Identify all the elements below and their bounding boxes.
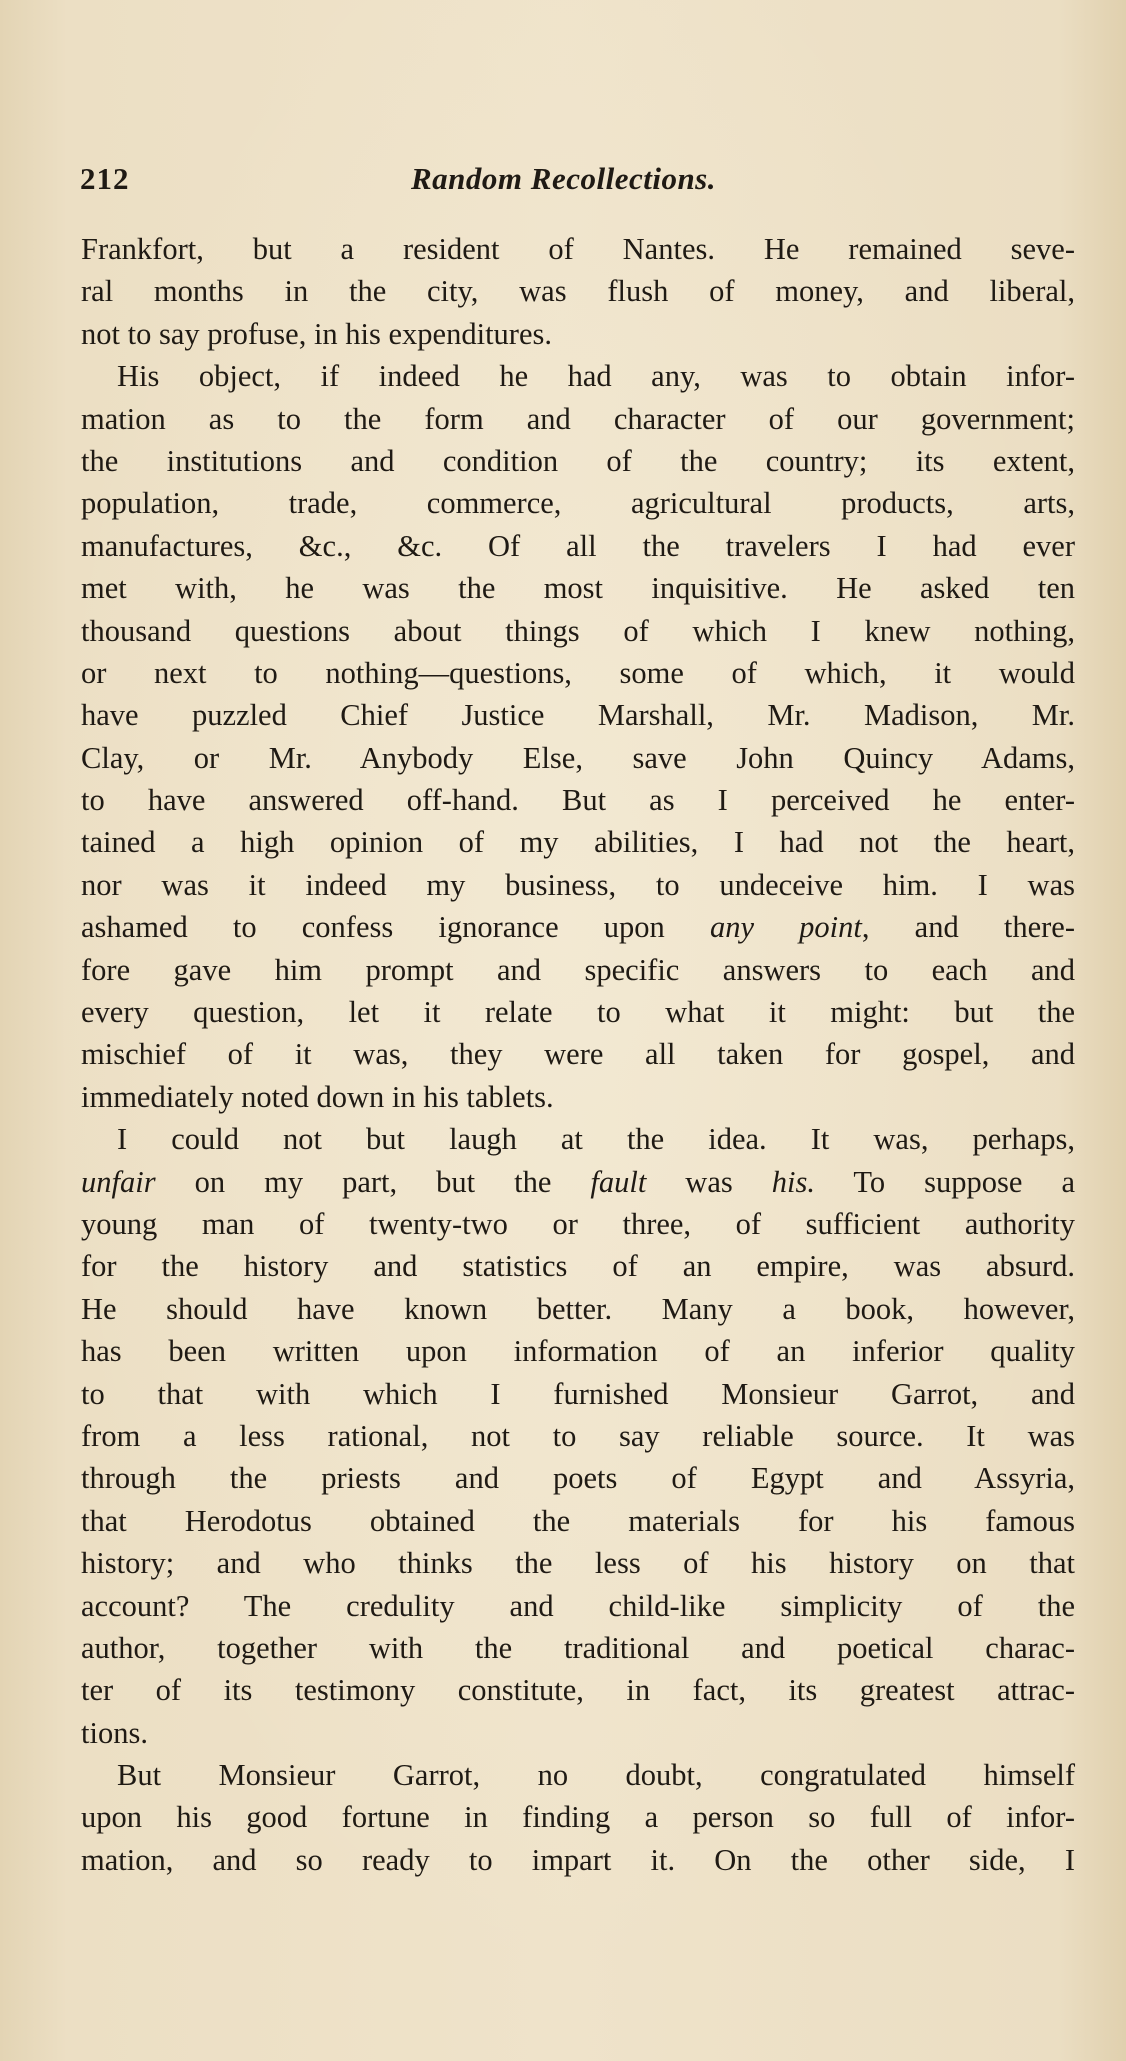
- text-line: account? The credulity and child-like simplicity of the: [81, 1588, 1075, 1623]
- text-line: has been written upon information of an inferior quality: [81, 1334, 1075, 1369]
- text-line: have puzzled Chief Justice Marshall, Mr. Madison, Mr.: [81, 698, 1075, 733]
- text-line: for the history and statistics of an empire, was absurd.: [81, 1249, 1075, 1284]
- text-line: [81, 1161, 1075, 1203]
- text-line: ter of its testimony constitute, in fact, its greatest attrac-: [81, 1673, 1075, 1708]
- text-line: ral months in the city, was flush of money, and liberal,: [81, 274, 1075, 309]
- text-line: Clay, or Mr. Anybody Else, save John Quincy Adams,: [81, 740, 1075, 775]
- text-line: not to say profuse, in his expenditures.: [81, 316, 552, 351]
- text-line: met with, he was the most inquisitive. He asked ten: [81, 571, 1075, 606]
- text-line: thousand questions about things of which I knew nothing,: [81, 613, 1075, 648]
- paragraph-first-line: But Monsieur Garrot, no doubt, congratulated himself: [117, 1758, 1075, 1793]
- italic-word: his.: [771, 1164, 815, 1199]
- italic-word: fault: [590, 1164, 647, 1199]
- text-line: [81, 906, 1075, 948]
- text-line: or next to nothing—questions, some of which, it would: [81, 655, 1075, 690]
- text-line: fore gave him prompt and specific answers to each and: [81, 952, 1075, 987]
- italic-phrase: any point: [709, 910, 862, 945]
- text-line: immediately noted down in his tablets.: [81, 1079, 554, 1114]
- italic-word: unfair: [81, 1164, 156, 1199]
- text-line: to that with which I furnished Monsieur Garrot, and: [81, 1376, 1075, 1411]
- text-line: the institutions and condition of the country; its extent,: [81, 443, 1075, 478]
- text-segment: ashamed to confess ignorance upon: [81, 910, 710, 945]
- text-line: He should have known better. Many a book, however,: [81, 1291, 1075, 1326]
- text-line: tions.: [81, 1715, 148, 1750]
- text-line: young man of twenty-two or three, of sufficient authority: [81, 1206, 1075, 1241]
- text-line: nor was it indeed my business, to undeceive him. I was: [81, 867, 1075, 902]
- text-line: every question, let it relate to what it might: but the: [81, 995, 1075, 1030]
- paragraph-first-line: His object, if indeed he had any, was to obtain infor-: [117, 359, 1075, 394]
- text-line: from a less rational, not to say reliable source. It was: [81, 1418, 1075, 1453]
- text-segment: was: [646, 1164, 772, 1199]
- text-line: history; and who thinks the less of his history on that: [81, 1546, 1075, 1581]
- text-line: mation as to the form and character of our government;: [81, 401, 1075, 436]
- text-line: Frankfort, but a resident of Nantes. He remained seve-: [81, 232, 1075, 266]
- text-line: upon his good fortune in finding a person so full of infor-: [81, 1800, 1075, 1835]
- text-line: mischief of it was, they were all taken for gospel, and: [81, 1037, 1075, 1072]
- text-line: that Herodotus obtained the materials for his famous: [81, 1503, 1075, 1538]
- text-line: author, together with the traditional and poetical charac-: [81, 1630, 1075, 1665]
- page-number: 212: [80, 161, 130, 196]
- text-line: population, trade, commerce, agricultural products, arts,: [81, 486, 1075, 521]
- text-segment: To suppose a: [814, 1164, 1075, 1199]
- text-line: tained a high opinion of my abilities, I had not the heart,: [81, 825, 1075, 860]
- text-segment: on my part, but the: [155, 1164, 591, 1199]
- text-line: through the priests and poets of Egypt and Assyria,: [81, 1461, 1075, 1496]
- text-segment: , and there-: [861, 910, 1075, 945]
- text-line: mation, and so ready to impart it. On the other side, I: [81, 1842, 1075, 1877]
- text-line: manufactures, &c., &c. Of all the travelers I had ever: [81, 528, 1075, 563]
- text-line: to have answered off-hand. But as I perceived he enter-: [81, 783, 1075, 818]
- paragraph-first-line: I could not but laugh at the idea. It was, perhaps,: [117, 1122, 1075, 1157]
- running-head: [80, 161, 1080, 207]
- running-title: Random Recollections.: [411, 161, 716, 196]
- body-text: [81, 228, 1075, 1881]
